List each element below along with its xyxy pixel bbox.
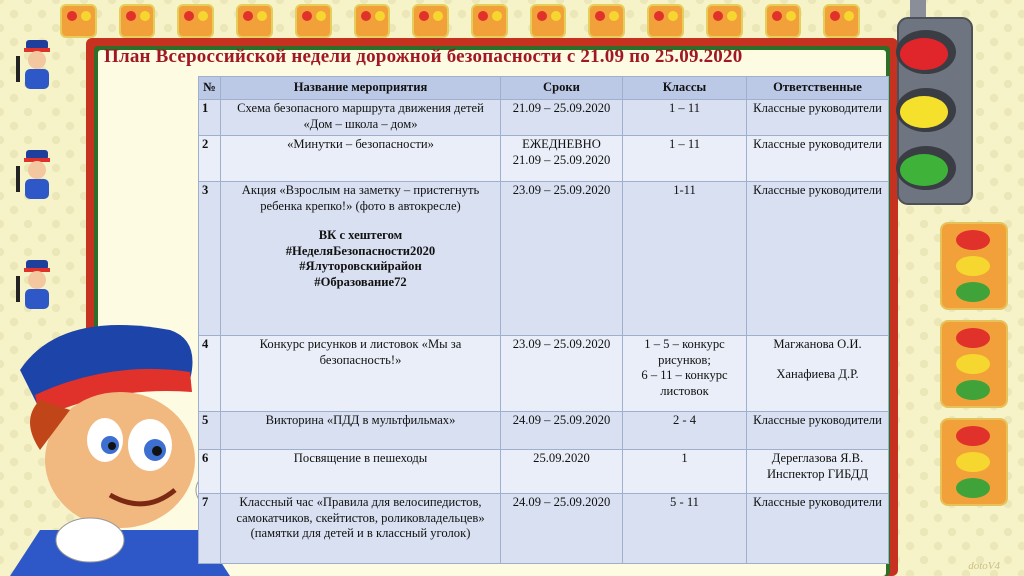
top-traffic-light-border — [60, 4, 860, 38]
col-header: № — [199, 77, 221, 100]
table-row: 7 Классный час «Правила для велосипедистов, самокатчиков, скейтистов, роликовладельцев» (памятки для детей и в классный уголок) 24.09 – 25.09.2020 5 - 11 Классные руководители — [199, 494, 889, 564]
traffic-light-icon — [765, 4, 802, 38]
table-header-row — [199, 77, 889, 100]
big-traffic-light-icon — [880, 0, 980, 210]
col-header: Название мероприятия — [221, 77, 501, 100]
table-row: 1 Схема безопасного маршрута движения детей «Дом – школа – дом» 21.09 – 25.09.2020 1 – 11 Классные руководители — [199, 100, 889, 136]
table-row: 6 Посвящение в пешеходы 25.09.2020 1 Дереглазова Я.В. Инспектор ГИБДД — [199, 450, 889, 494]
traffic-light-icon — [471, 4, 508, 38]
traffic-light-icon — [295, 4, 332, 38]
traffic-light-icon — [940, 418, 1008, 506]
traffic-light-icon — [60, 4, 97, 38]
traffic-light-icon — [177, 4, 214, 38]
traffic-light-icon — [940, 320, 1008, 408]
traffic-light-icon — [706, 4, 743, 38]
table-row: 4 Конкурс рисунков и листовок «Мы за безопасность!» 23.09 – 25.09.2020 1 – 5 – конкурс рисунков; 6 – 11 – конкурс листовок Магжанова О.И. Ханафиева Д.Р. — [199, 336, 889, 412]
policeman-icon — [10, 36, 62, 96]
table-row: 5 Викторина «ПДД в мультфильмах» 24.09 – 25.09.2020 2 - 4 Классные руководители — [199, 412, 889, 450]
table-row: 3 Акция «Взрослым на заметку – пристегнуть ребенка крепко!» (фото в автокресле) ВК с хештегом #НеделяБезопасности2020 #Ялуторовскийрайон #Образование72 23.09 – 25.09.2020 1-11 Классные руководители — [199, 182, 889, 336]
traffic-light-icon — [412, 4, 449, 38]
traffic-light-icon — [530, 4, 567, 38]
traffic-light-icon — [940, 222, 1008, 310]
policeman-icon — [10, 146, 62, 206]
traffic-light-icon — [588, 4, 625, 38]
table-row: 2 «Минутки – безопасности» ЕЖЕДНЕВНО 21.09 – 25.09.2020 1 – 11 Классные руководители — [199, 136, 889, 182]
traffic-light-icon — [647, 4, 684, 38]
events-table — [198, 76, 889, 564]
traffic-light-icon — [823, 4, 860, 38]
traffic-light-icon — [354, 4, 391, 38]
col-header: Сроки — [501, 77, 623, 100]
traffic-light-icon — [236, 4, 273, 38]
col-header: Ответственные — [747, 77, 889, 100]
watermark-text: dotoV4 — [968, 560, 1000, 572]
page-title: План Всероссийской недели дорожной безопасности с 21.09 по 25.09.2020 — [104, 46, 743, 67]
col-header: Классы — [623, 77, 747, 100]
traffic-light-icon — [119, 4, 156, 38]
